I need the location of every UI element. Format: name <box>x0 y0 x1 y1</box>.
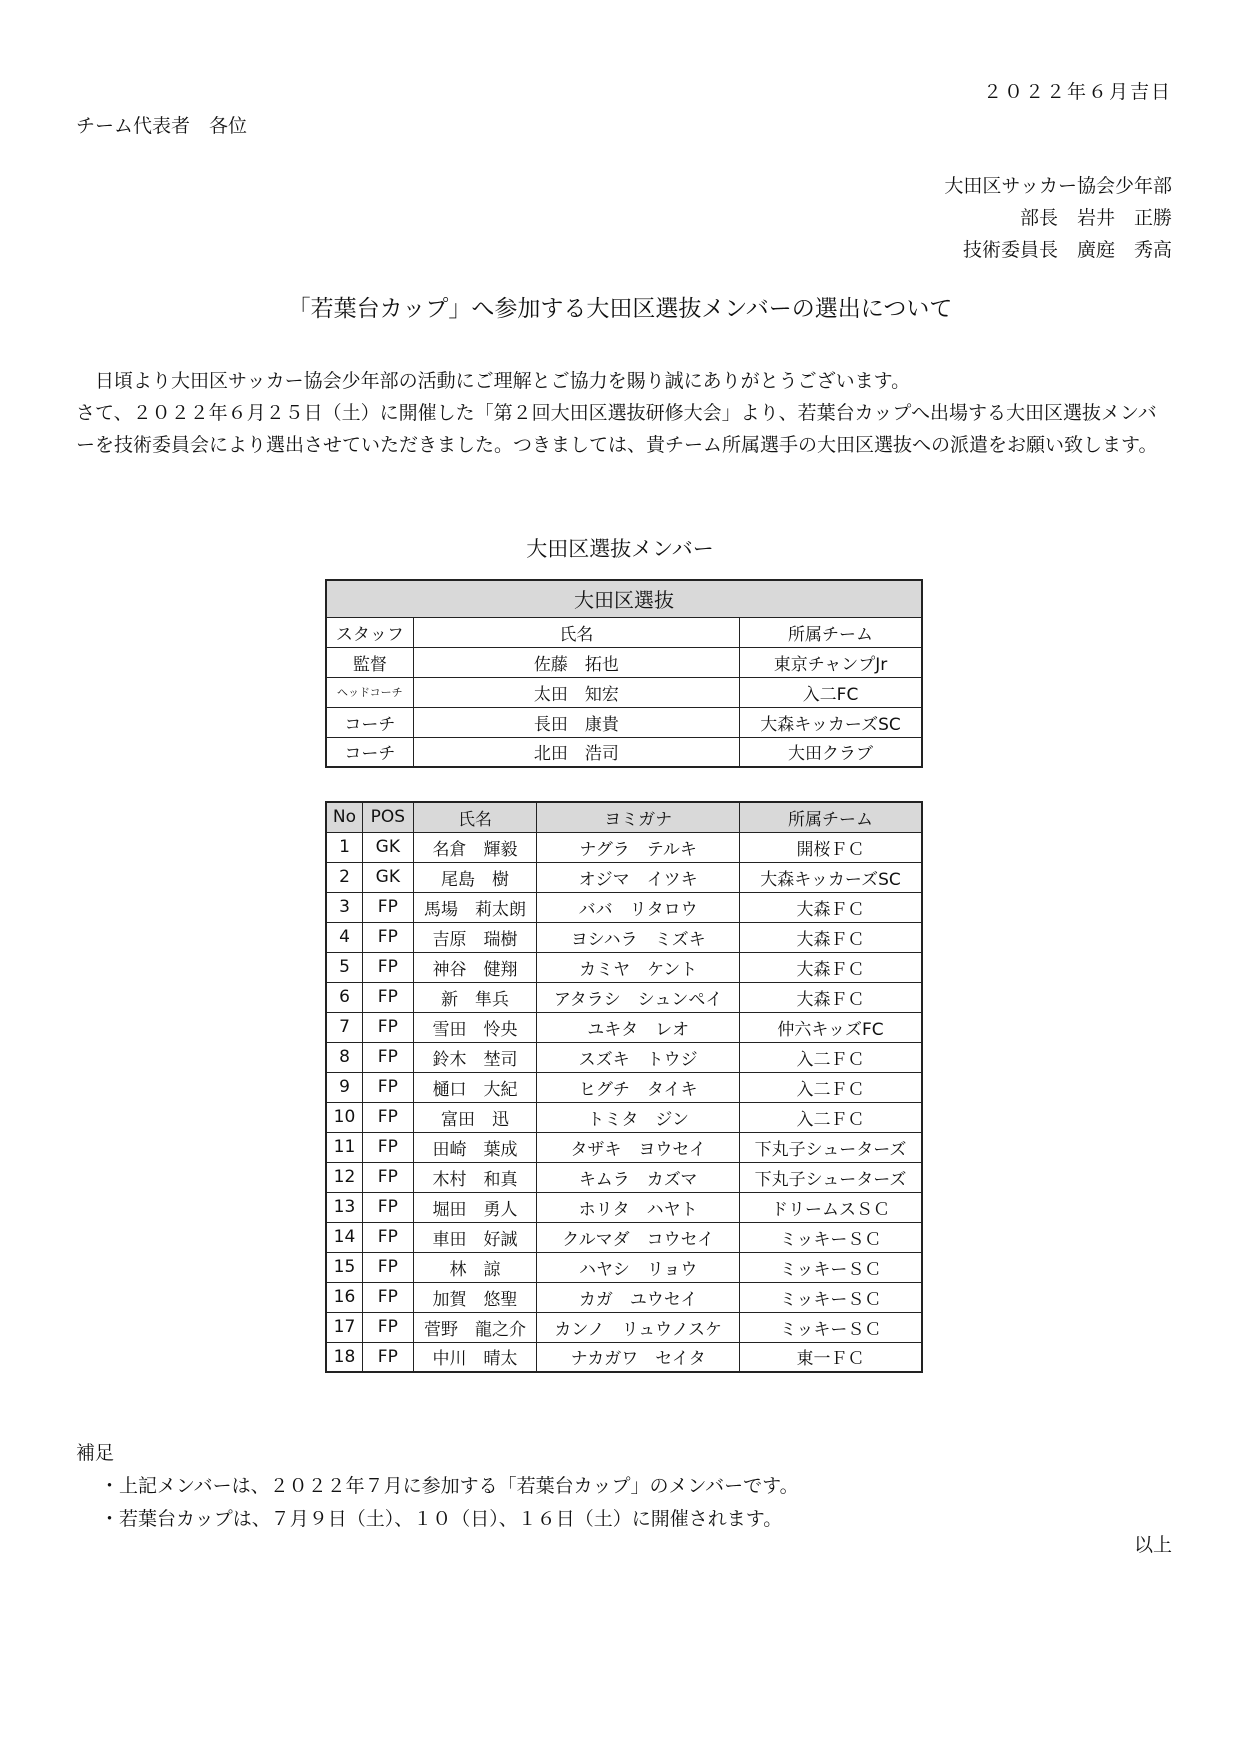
table-row <box>326 1162 922 1192</box>
player-name: 林 諒 <box>413 1252 537 1282</box>
table-row <box>326 1132 922 1162</box>
players-table-header-row <box>326 802 922 832</box>
recipient: チーム代表者 各位 <box>76 115 248 137</box>
sender-block <box>944 170 1172 266</box>
player-pos: FP <box>362 1342 413 1372</box>
player-name: 車田 好誠 <box>413 1222 537 1252</box>
staff-name: 長田 康貴 <box>413 707 739 737</box>
player-no: 3 <box>326 892 362 922</box>
player-no: 4 <box>326 922 362 952</box>
player-no: 10 <box>326 1102 362 1132</box>
player-reading: ハヤシ リョウ <box>537 1252 740 1282</box>
closing-text: 以上 <box>1133 1534 1172 1556</box>
table-row <box>326 1282 922 1312</box>
player-pos: FP <box>362 1282 413 1312</box>
player-pos: FP <box>362 1042 413 1072</box>
members-heading: 大田区選抜メンバー <box>526 537 714 561</box>
staff-header-role: スタッフ <box>326 617 413 647</box>
notes-item: ・上記メンバーは、２０２２年７月に参加する「若葉台カップ」のメンバーです。 <box>100 1475 799 1497</box>
player-pos: FP <box>362 1222 413 1252</box>
staff-role: ヘッドコーチ <box>326 677 413 707</box>
staff-team: 大森キッカーズSC <box>740 707 922 737</box>
player-reading: ユキタ レオ <box>537 1012 740 1042</box>
player-name: 中川 晴太 <box>413 1342 537 1372</box>
staff-name: 佐藤 拓也 <box>413 647 739 677</box>
player-team: 入二ＦＣ <box>740 1042 922 1072</box>
player-pos: FP <box>362 952 413 982</box>
player-name: 吉原 瑞樹 <box>413 922 537 952</box>
sender-line-3: 技術委員長 廣庭 秀高 <box>962 239 1172 261</box>
player-reading: トミタ ジン <box>537 1102 740 1132</box>
player-team: ミッキーＳＣ <box>740 1312 922 1342</box>
player-reading: タザキ ヨウセイ <box>537 1132 740 1162</box>
player-team: ミッキーＳＣ <box>740 1282 922 1312</box>
player-no: 1 <box>326 832 362 862</box>
sender-line-2: 部長 岩井 正勝 <box>1019 207 1172 229</box>
table-row <box>326 1192 922 1222</box>
staff-name: 北田 浩司 <box>413 737 739 767</box>
player-no: 5 <box>326 952 362 982</box>
player-no: 8 <box>326 1042 362 1072</box>
player-pos: FP <box>362 1072 413 1102</box>
players-header-no: No <box>326 802 362 832</box>
players-table <box>325 801 923 1373</box>
players-header-pos: POS <box>362 802 413 832</box>
players-header-name: 氏名 <box>413 802 537 832</box>
document-title: 「若葉台カップ」へ参加する大田区選抜メンバーの選出について <box>287 296 953 322</box>
table-row <box>326 892 922 922</box>
player-pos: FP <box>362 1312 413 1342</box>
player-team: 仲六キッズFC <box>740 1012 922 1042</box>
player-reading: ナグラ テルキ <box>537 832 740 862</box>
player-team: 下丸子シューターズ <box>740 1132 922 1162</box>
player-reading: ババ リタロウ <box>537 892 740 922</box>
player-pos: FP <box>362 1252 413 1282</box>
staff-team: 入二FC <box>740 677 922 707</box>
staff-header-name: 氏名 <box>413 617 739 647</box>
player-no: 7 <box>326 1012 362 1042</box>
notes-item: ・若葉台カップは、７月９日（土）、１０（日）、１６日（土）に開催されます。 <box>100 1508 783 1530</box>
player-name: 雪田 怜央 <box>413 1012 537 1042</box>
staff-role: 監督 <box>326 647 413 677</box>
notes-block <box>76 1437 799 1536</box>
body-paragraph-2: さて、２０２２年６月２５日（土）に開催した「第２回大田区選抜研修大会」より、若葉台カップへ出場する大田区選抜メンバーを技術委員会により選出させていただきました。つきましては、貴チーム所属選手の大田区選抜への派遣をお願い致します。 <box>76 402 1158 456</box>
player-pos: FP <box>362 1102 413 1132</box>
player-team: 入二ＦＣ <box>740 1072 922 1102</box>
body-text <box>76 365 1174 461</box>
table-row <box>326 832 922 862</box>
player-no: 2 <box>326 862 362 892</box>
player-name: 堀田 勇人 <box>413 1192 537 1222</box>
table-row <box>326 862 922 892</box>
player-name: 樋口 大紀 <box>413 1072 537 1102</box>
players-header-team: 所属チーム <box>740 802 922 832</box>
table-row <box>326 1252 922 1282</box>
body-paragraph-1: 日頃より大田区サッカー協会少年部の活動にご理解とご協力を賜り誠にありがとうございます。 <box>95 370 911 392</box>
player-team: 東一ＦＣ <box>740 1342 922 1372</box>
player-name: 田崎 葉成 <box>413 1132 537 1162</box>
player-pos: FP <box>362 982 413 1012</box>
player-no: 12 <box>326 1162 362 1192</box>
player-name: 鈴木 埜司 <box>413 1042 537 1072</box>
player-pos: FP <box>362 922 413 952</box>
player-name: 名倉 輝毅 <box>413 832 537 862</box>
staff-table-caption: 大田区選抜 <box>326 580 922 617</box>
notes-heading: 補足 <box>76 1442 115 1464</box>
staff-team: 大田クラブ <box>740 737 922 767</box>
players-table-body <box>326 832 922 1372</box>
table-row <box>326 1342 922 1372</box>
staff-row <box>326 707 922 737</box>
staff-table <box>325 579 923 768</box>
player-team: ミッキーＳＣ <box>740 1222 922 1252</box>
player-no: 17 <box>326 1312 362 1342</box>
player-reading: オジマ イツキ <box>537 862 740 892</box>
player-name: 富田 迅 <box>413 1102 537 1132</box>
staff-row <box>326 737 922 767</box>
player-pos: FP <box>362 892 413 922</box>
player-reading: アタラシ シュンペイ <box>537 982 740 1012</box>
player-team: 大森ＦＣ <box>740 922 922 952</box>
staff-table-header-row <box>326 617 922 647</box>
player-no: 11 <box>326 1132 362 1162</box>
player-pos: FP <box>362 1162 413 1192</box>
player-reading: ヒグチ タイキ <box>537 1072 740 1102</box>
table-row <box>326 982 922 1012</box>
players-header-reading: ヨミガナ <box>537 802 740 832</box>
player-team: ミッキーＳＣ <box>740 1252 922 1282</box>
player-no: 6 <box>326 982 362 1012</box>
player-pos: FP <box>362 1192 413 1222</box>
table-row <box>326 1102 922 1132</box>
player-no: 16 <box>326 1282 362 1312</box>
table-row <box>326 952 922 982</box>
player-name: 新 隼兵 <box>413 982 537 1012</box>
player-pos: FP <box>362 1132 413 1162</box>
player-pos: GK <box>362 862 413 892</box>
player-reading: スズキ トウジ <box>537 1042 740 1072</box>
player-no: 15 <box>326 1252 362 1282</box>
player-team: 大森ＦＣ <box>740 892 922 922</box>
staff-name: 太田 知宏 <box>413 677 739 707</box>
player-no: 13 <box>326 1192 362 1222</box>
staff-row <box>326 677 922 707</box>
player-name: 加賀 悠聖 <box>413 1282 537 1312</box>
player-pos: GK <box>362 832 413 862</box>
player-name: 菅野 龍之介 <box>413 1312 537 1342</box>
player-name: 神谷 健翔 <box>413 952 537 982</box>
player-reading: カミヤ ケント <box>537 952 740 982</box>
player-reading: ナカガワ セイタ <box>537 1342 740 1372</box>
player-team: 下丸子シューターズ <box>740 1162 922 1192</box>
player-reading: クルマダ コウセイ <box>537 1222 740 1252</box>
staff-role: コーチ <box>326 707 413 737</box>
table-row <box>326 1222 922 1252</box>
staff-role: コーチ <box>326 737 413 767</box>
player-reading: ヨシハラ ミズキ <box>537 922 740 952</box>
table-row <box>326 1042 922 1072</box>
player-reading: カンノ リュウノスケ <box>537 1312 740 1342</box>
player-team: 大森ＦＣ <box>740 952 922 982</box>
table-row <box>326 1312 922 1342</box>
table-row <box>326 1012 922 1042</box>
player-reading: カガ ユウセイ <box>537 1282 740 1312</box>
player-reading: キムラ カズマ <box>537 1162 740 1192</box>
sender-organization: 大田区サッカー協会少年部 <box>944 175 1172 197</box>
staff-team: 東京チャンプJr <box>740 647 922 677</box>
staff-table-caption-row <box>326 580 922 617</box>
player-no: 18 <box>326 1342 362 1372</box>
staff-header-team: 所属チーム <box>740 617 922 647</box>
player-name: 尾島 樹 <box>413 862 537 892</box>
player-team: 入二ＦＣ <box>740 1102 922 1132</box>
staff-row <box>326 647 922 677</box>
player-name: 木村 和真 <box>413 1162 537 1192</box>
table-row <box>326 1072 922 1102</box>
player-no: 9 <box>326 1072 362 1102</box>
player-reading: ホリタ ハヤト <box>537 1192 740 1222</box>
player-no: 14 <box>326 1222 362 1252</box>
player-team: 大森キッカーズSC <box>740 862 922 892</box>
player-team: 開桜ＦＣ <box>740 832 922 862</box>
player-name: 馬場 莉太朗 <box>413 892 537 922</box>
player-team: ドリームスＳＣ <box>740 1192 922 1222</box>
player-pos: FP <box>362 1012 413 1042</box>
table-row <box>326 922 922 952</box>
document-date: ２０２２年６月吉日 <box>982 81 1172 103</box>
player-team: 大森ＦＣ <box>740 982 922 1012</box>
